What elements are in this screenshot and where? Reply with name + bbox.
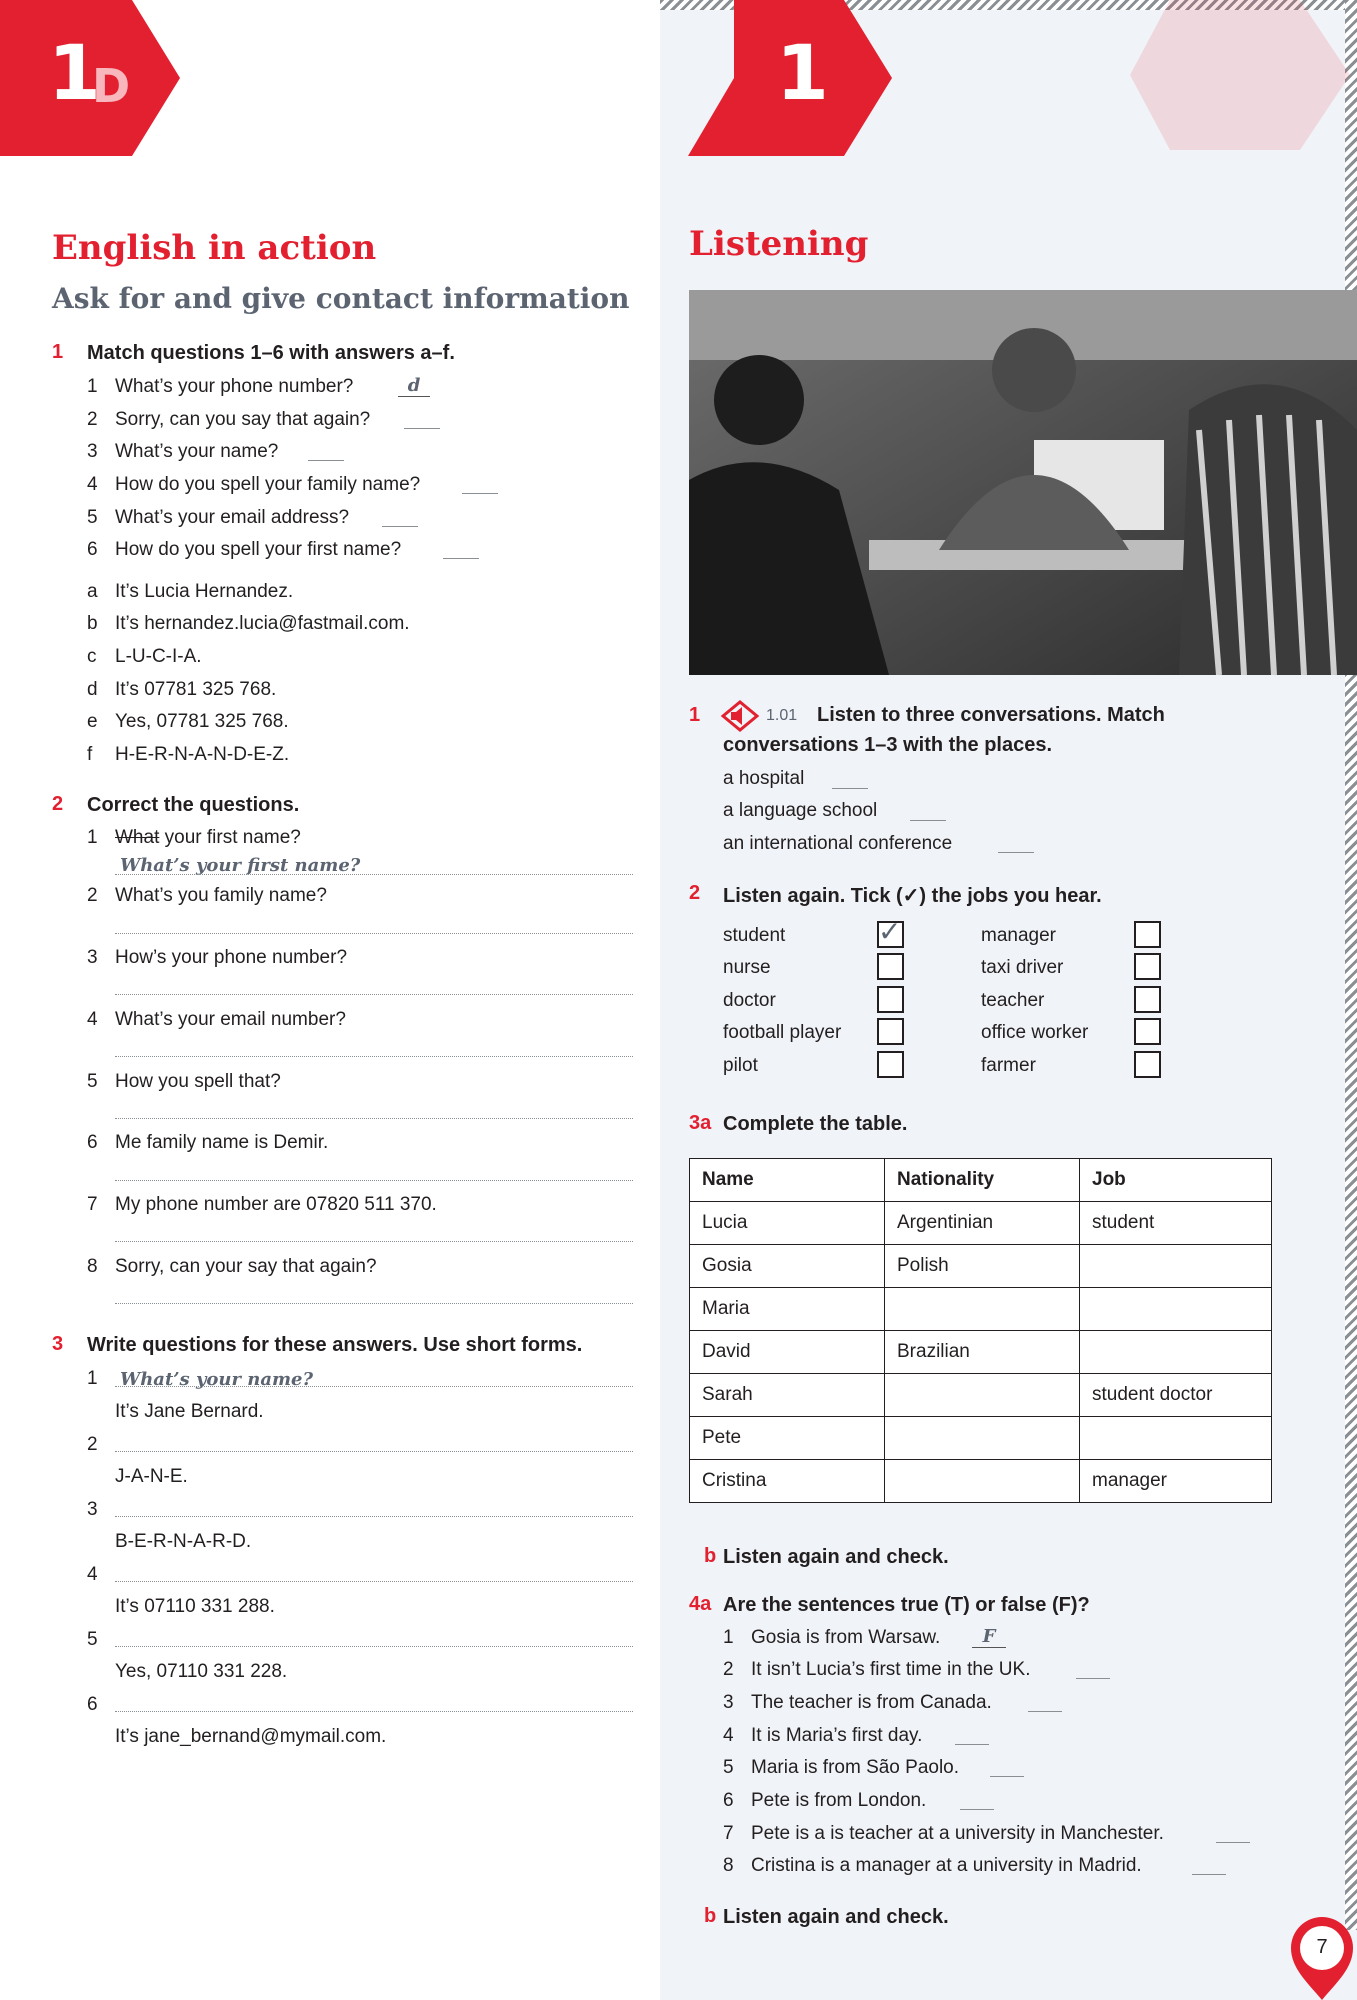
model-answer: What’s your first name? (120, 855, 361, 876)
table-cell: Lucia (690, 1202, 885, 1245)
answer-line[interactable] (115, 1241, 633, 1242)
exercise-number: 1 (689, 704, 701, 726)
list-item-number: 6 (87, 1694, 98, 1715)
table-cell-blank[interactable] (1080, 1331, 1272, 1374)
exercise-instruction: Listen again. Tick (✓) the jobs you hear. (723, 885, 1102, 907)
answer-blank[interactable] (998, 852, 1034, 853)
answer-blank[interactable]: F (972, 1626, 1006, 1648)
table-row (690, 1288, 1272, 1331)
answer-line[interactable] (115, 1581, 633, 1582)
answer-blank[interactable] (308, 460, 344, 461)
list-item: e Yes, 07781 325 768. (87, 711, 289, 732)
list-item: 2 Sorry, can you say that again? (87, 409, 371, 430)
exercise-instruction: Listen again and check. (723, 1546, 949, 1568)
table-row (690, 1245, 1272, 1288)
tick-mark: ✓ (878, 915, 902, 948)
checkbox-pilot[interactable] (877, 1051, 904, 1078)
table-header-row (690, 1159, 1272, 1202)
answer-line[interactable] (115, 874, 633, 875)
answer-blank[interactable] (382, 526, 418, 527)
unit-letter: D (92, 59, 131, 113)
table-row (690, 1417, 1272, 1460)
table-cell: Polish (885, 1245, 1080, 1288)
table-cell: David (690, 1331, 885, 1374)
ghost-chevron-watermark (1130, 0, 1350, 170)
table-cell-blank[interactable] (885, 1460, 1080, 1503)
exercise-instruction: Write questions for these answers. Use short forms. (87, 1334, 583, 1356)
list-item: 3 The teacher is from Canada. (723, 1692, 992, 1713)
table-cell: Sarah (690, 1374, 885, 1417)
list-item: 3 What’s your name? (87, 441, 279, 462)
table-cell: Maria (690, 1288, 885, 1331)
answer-line[interactable] (115, 1516, 633, 1517)
answer-blank[interactable] (1028, 1711, 1062, 1712)
answer-line[interactable] (115, 1386, 633, 1387)
answer-blank[interactable] (910, 820, 946, 821)
list-item: an international conference (723, 833, 953, 854)
checkbox-nurse[interactable] (877, 953, 904, 980)
checkbox-office-worker[interactable] (1134, 1018, 1161, 1045)
unit-number-right: 1 (776, 28, 829, 117)
list-item: 7 Pete is a is teacher at a university in Manchester. (723, 1823, 1164, 1844)
exercise-number: 3a (689, 1112, 712, 1134)
list-item: d It’s 07781 325 768. (87, 679, 277, 700)
exercise-number: 2 (689, 882, 701, 904)
answer-line[interactable] (115, 1056, 633, 1057)
list-item: 5 What’s your email address? (87, 507, 350, 528)
table-row (690, 1331, 1272, 1374)
list-item-number: 4 (87, 1564, 98, 1585)
job-label: doctor (723, 990, 776, 1011)
job-label: office worker (981, 1022, 1089, 1043)
given-answer: It’s Jane Bernard. (115, 1401, 264, 1422)
answer-line[interactable] (115, 1118, 633, 1119)
exercise-number: 1 (52, 341, 64, 363)
exercise-number: 3 (52, 1333, 64, 1355)
table-cell-blank[interactable] (885, 1417, 1080, 1460)
given-answer: J-A-N-E. (115, 1466, 188, 1487)
list-item: f H-E-R-N-A-N-D-E-Z. (87, 744, 290, 765)
list-item: 3 How’s your phone number? (87, 947, 348, 968)
answer-line[interactable] (115, 933, 633, 934)
checkbox-doctor[interactable] (877, 986, 904, 1013)
checkbox-teacher[interactable] (1134, 986, 1161, 1013)
answer-line[interactable] (115, 1451, 633, 1452)
table-row (690, 1202, 1272, 1245)
list-item: 2 It isn’t Lucia’s first time in the UK. (723, 1659, 1031, 1680)
answer-blank[interactable] (955, 1744, 989, 1745)
answer-blank[interactable] (990, 1776, 1024, 1777)
given-answer: It’s 07110 331 288. (115, 1596, 275, 1617)
answer-blank[interactable] (1192, 1874, 1226, 1875)
list-item: 5 How you spell that? (87, 1071, 281, 1092)
list-item-number: 1 (87, 1368, 98, 1389)
checkbox-football-player[interactable] (877, 1018, 904, 1045)
list-item-number: 5 (87, 1629, 98, 1650)
table-header: Name (690, 1159, 885, 1202)
list-item: 4 It is Maria’s first day. (723, 1725, 923, 1746)
answer-blank[interactable] (1076, 1678, 1110, 1679)
job-label: teacher (981, 990, 1045, 1011)
table-cell-blank[interactable] (885, 1374, 1080, 1417)
page-number: 7 (1316, 1936, 1328, 1958)
list-item: 6 Me family name is Demir. (87, 1132, 329, 1153)
answer-line[interactable] (115, 1180, 633, 1181)
answer-blank[interactable] (832, 788, 868, 789)
answer-blank[interactable] (462, 493, 498, 494)
list-item: 4 What’s your email number? (87, 1009, 346, 1030)
answer-blank[interactable] (404, 428, 440, 429)
list-item: 1 What’s your phone number? (87, 376, 354, 397)
list-item: c L-U-C-I-A. (87, 646, 202, 667)
list-item: 1 Gosia is from Warsaw. (723, 1627, 941, 1648)
table-header: Job (1080, 1159, 1272, 1202)
job-label: farmer (981, 1055, 1036, 1076)
list-item: 6 How do you spell your first name? (87, 539, 402, 560)
classroom-photo (689, 290, 1357, 675)
exercise-instruction: Listen to three conversations. Match (817, 704, 1165, 726)
list-item: a hospital (723, 768, 805, 789)
exercise-instruction: Are the sentences true (T) or false (F)? (723, 1594, 1090, 1616)
job-label: football player (723, 1022, 842, 1043)
list-item: 1 What your first name? (87, 827, 301, 848)
given-answer: Yes, 07110 331 228. (115, 1661, 288, 1682)
exercise-letter: b (704, 1905, 717, 1927)
table-cell: Cristina (690, 1460, 885, 1503)
job-label: taxi driver (981, 957, 1064, 978)
job-label: nurse (723, 957, 771, 978)
table-row (690, 1374, 1272, 1417)
table-header: Nationality (885, 1159, 1080, 1202)
table-cell: student (1080, 1202, 1272, 1245)
page-subtitle: Ask for and give contact information (52, 282, 630, 315)
table-cell: Gosia (690, 1245, 885, 1288)
list-item: 2 What’s you family name? (87, 885, 327, 906)
job-label: pilot (723, 1055, 758, 1076)
table-cell: Pete (690, 1417, 885, 1460)
list-item: 8 Sorry, can your say that again? (87, 1256, 377, 1277)
answer-line[interactable] (115, 1711, 633, 1712)
given-answer: It’s jane_bernand@mymail.com. (115, 1726, 387, 1747)
audio-icon[interactable] (721, 700, 759, 732)
checkbox-farmer[interactable] (1134, 1051, 1161, 1078)
job-label: manager (981, 925, 1056, 946)
answer-blank[interactable]: d (398, 375, 430, 397)
list-item: 4 How do you spell your family name? (87, 474, 421, 495)
list-item: 5 Maria is from São Paolo. (723, 1757, 960, 1778)
exercise-letter: b (704, 1545, 717, 1567)
list-item-number: 2 (87, 1434, 98, 1455)
exercise-instruction: Correct the questions. (87, 794, 300, 816)
answer-blank[interactable] (1216, 1842, 1250, 1843)
answer-line[interactable] (115, 994, 633, 995)
table-cell-blank[interactable] (885, 1288, 1080, 1331)
list-item: a language school (723, 800, 878, 821)
page-title: English in action (52, 228, 377, 268)
given-answer: B-E-R-N-A-R-D. (115, 1531, 252, 1552)
exercise-number: 4a (689, 1593, 712, 1615)
list-item-number: 3 (87, 1499, 98, 1520)
list-item: 8 Cristina is a manager at a university in Madrid. (723, 1855, 1142, 1876)
audio-track: 1.01 (766, 707, 798, 724)
complete-table (689, 1158, 1272, 1503)
list-item: 7 My phone number are 07820 511 370. (87, 1194, 437, 1215)
table-row (690, 1460, 1272, 1503)
table-cell-blank[interactable] (1080, 1417, 1272, 1460)
list-item: 6 Pete is from London. (723, 1790, 927, 1811)
table-cell: Brazilian (885, 1331, 1080, 1374)
table-cell: manager (1080, 1460, 1272, 1503)
exercise-instruction: Complete the table. (723, 1113, 908, 1135)
table-cell: Argentinian (885, 1202, 1080, 1245)
exercise-instruction-cont: conversations 1–3 with the places. (723, 734, 1053, 756)
answer-line[interactable] (115, 1303, 633, 1304)
list-item: a It’s Lucia Hernandez. (87, 581, 294, 602)
exercise-number: 2 (52, 793, 64, 815)
job-label: student (723, 925, 786, 946)
exercise-instruction: Listen again and check. (723, 1906, 949, 1928)
section-title: Listening (689, 224, 869, 264)
checkbox-taxi-driver[interactable] (1134, 953, 1161, 980)
checkbox-manager[interactable] (1134, 921, 1161, 948)
unit-number-left: 1 (48, 28, 101, 117)
table-cell: student doctor (1080, 1374, 1272, 1417)
answer-line[interactable] (115, 1646, 633, 1647)
list-item: b It’s hernandez.lucia@fastmail.com. (87, 613, 410, 634)
answer-blank[interactable] (443, 558, 479, 559)
table-cell-blank[interactable] (1080, 1245, 1272, 1288)
model-answer: What’s your name? (120, 1369, 314, 1390)
exercise-instruction: Match questions 1–6 with answers a–f. (87, 342, 455, 364)
answer-blank[interactable] (960, 1809, 994, 1810)
table-cell-blank[interactable] (1080, 1288, 1272, 1331)
